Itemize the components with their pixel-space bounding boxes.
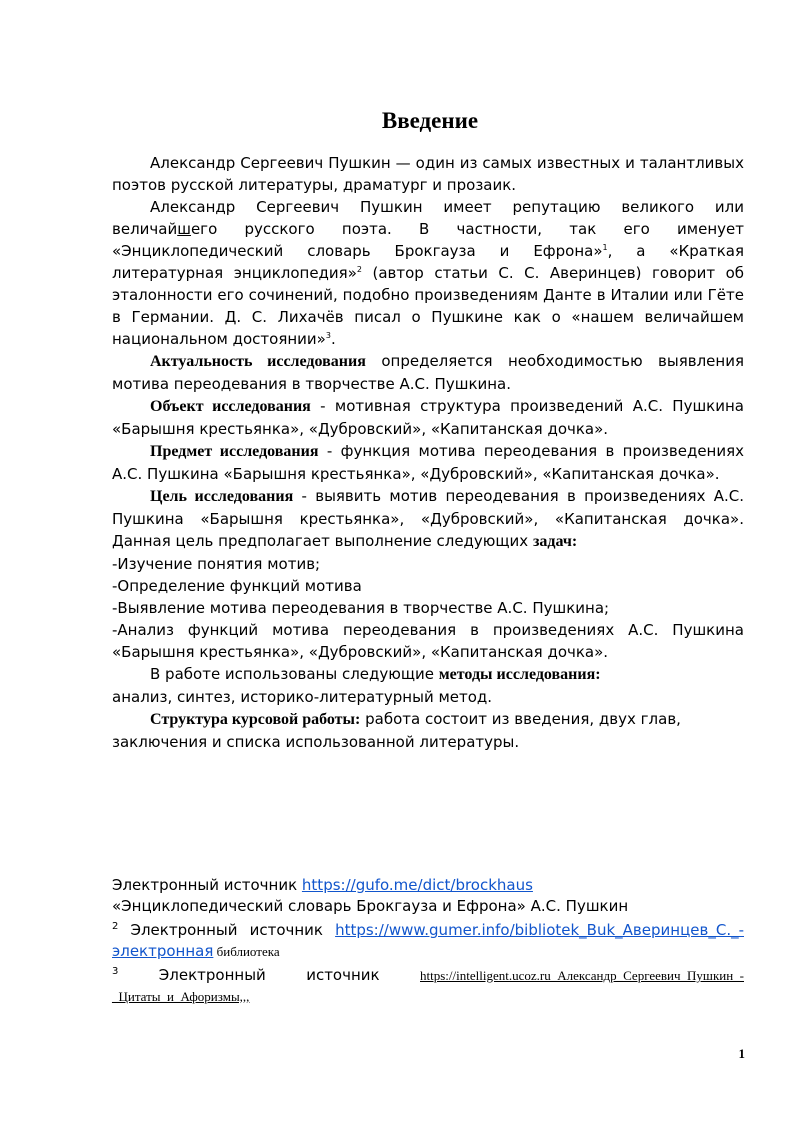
task-item: -Выявление мотива переодевания в творчестве А.С. Пушкина;	[112, 599, 610, 617]
page-number: 1	[738, 1046, 745, 1061]
footnote-text: Электронный источник	[112, 876, 302, 894]
bold-term: Цель исследования	[150, 488, 294, 505]
paragraph-subject	[112, 440, 744, 485]
paragraph-methods-list: анализ, синтез, историко-литературный метод.	[112, 688, 493, 706]
document-body	[112, 152, 744, 753]
footnote-link[interactable]: https://intelligent.ucoz.ru_Александр_Сергеевич_Пушкин_-_Цитаты_и_Афоризмы,,,	[112, 968, 744, 1004]
page-title: Введение	[381, 108, 479, 133]
paragraph-object	[112, 395, 744, 440]
text-run: .	[330, 330, 336, 348]
footnote-link[interactable]: https://gufo.me/dict/brockhaus	[301, 876, 533, 894]
paragraph-reputation	[112, 196, 744, 350]
footnote-1-line2: «Энциклопедический словарь Брокгауза и Ефрона» А.С. Пушкин	[112, 897, 629, 915]
text-run: работа состоит из введения, двух глав, заключения и списка использованной литературы.	[112, 710, 681, 751]
text-run: - выявить мотив переодевания в произведениях А.С. Пушкина «Барышня крестьянка», «Дубровский», «Капитанская дочка». Данная цель предполагает выполнение следующих	[112, 487, 745, 550]
text-run: (автор статьи С. С. Аверинцев) говорит об эталонности его сочинений, подобно произведениям Данте в Италии или Гёте в Германии. Д. С. Лихачёв писал о Пушкине как о «нашем величайшем национальном достоянии»	[112, 264, 745, 348]
text-run: определяется необходимостью выявления мотива переодевания в творчестве А.С. Пушкина.	[112, 352, 744, 393]
text-run: - функция мотива переодевания в произведениях А.С. Пушкина «Барышня крестьянка», «Дубровский», «Капитанская дочка».	[112, 442, 745, 483]
text-run: - мотивная структура произведений А.С. Пушкина «Барышня крестьянка», «Дубровский», «Капитанская дочка».	[112, 397, 744, 438]
bold-term: задач:	[532, 533, 578, 550]
footnote-text: Электронный источник	[118, 921, 336, 939]
bold-term: методы исследования:	[438, 666, 601, 683]
text-run: его русского поэта. В частности, так его именует «Энциклопедический словарь Брокгауза и Ефрона»	[112, 220, 744, 260]
text-run: Александр Сергеевич Пушкин имеет репутацию великого или величай	[112, 198, 744, 238]
paragraph-goal	[112, 485, 744, 553]
bold-term: Предмет исследования	[150, 443, 319, 460]
paragraph-methods	[112, 663, 744, 686]
footnote-ref-3[interactable]: 3	[325, 331, 331, 340]
footnote-ref-1[interactable]: 1	[602, 243, 608, 252]
footnote-2	[112, 920, 744, 962]
paragraph-relevance	[112, 350, 744, 395]
bold-term: Структура курсовой работы:	[150, 711, 361, 728]
task-item: -Определение функций мотива	[112, 577, 362, 595]
paragraph-intro: Александр Сергеевич Пушкин — один из самых известных и талантливых поэтов русской литературы, драматург и прозаик.	[112, 154, 744, 194]
task-item: -Изучение понятия мотив;	[112, 555, 321, 573]
text-run: В работе использованы следующие	[150, 665, 439, 683]
text-run: , а «Краткая литературная энциклопедия»	[112, 242, 744, 282]
footnote-1	[112, 875, 744, 896]
footnotes	[112, 875, 744, 1007]
bold-term: Актуальность исследования	[150, 353, 366, 370]
footnote-text: библиотека	[213, 944, 280, 959]
underlined-letter: ш	[177, 220, 191, 238]
footnote-text: Электронный источник	[118, 966, 420, 984]
footnote-number: 3	[112, 966, 119, 977]
footnote-ref-2[interactable]: 2	[356, 265, 362, 274]
footnote-3	[112, 965, 744, 1007]
task-item: -Анализ функций мотива переодевания в произведениях А.С. Пушкина «Барышня крестьянка», «Дубровский», «Капитанская дочка».	[112, 621, 744, 661]
paragraph-structure	[112, 708, 744, 753]
footnote-link[interactable]: https://www.gumer.info/bibliotek_Buk_Аверинцев_С._-электронная	[112, 921, 744, 960]
footnote-number: 2	[112, 921, 119, 932]
bold-term: Объект исследования	[150, 398, 311, 415]
